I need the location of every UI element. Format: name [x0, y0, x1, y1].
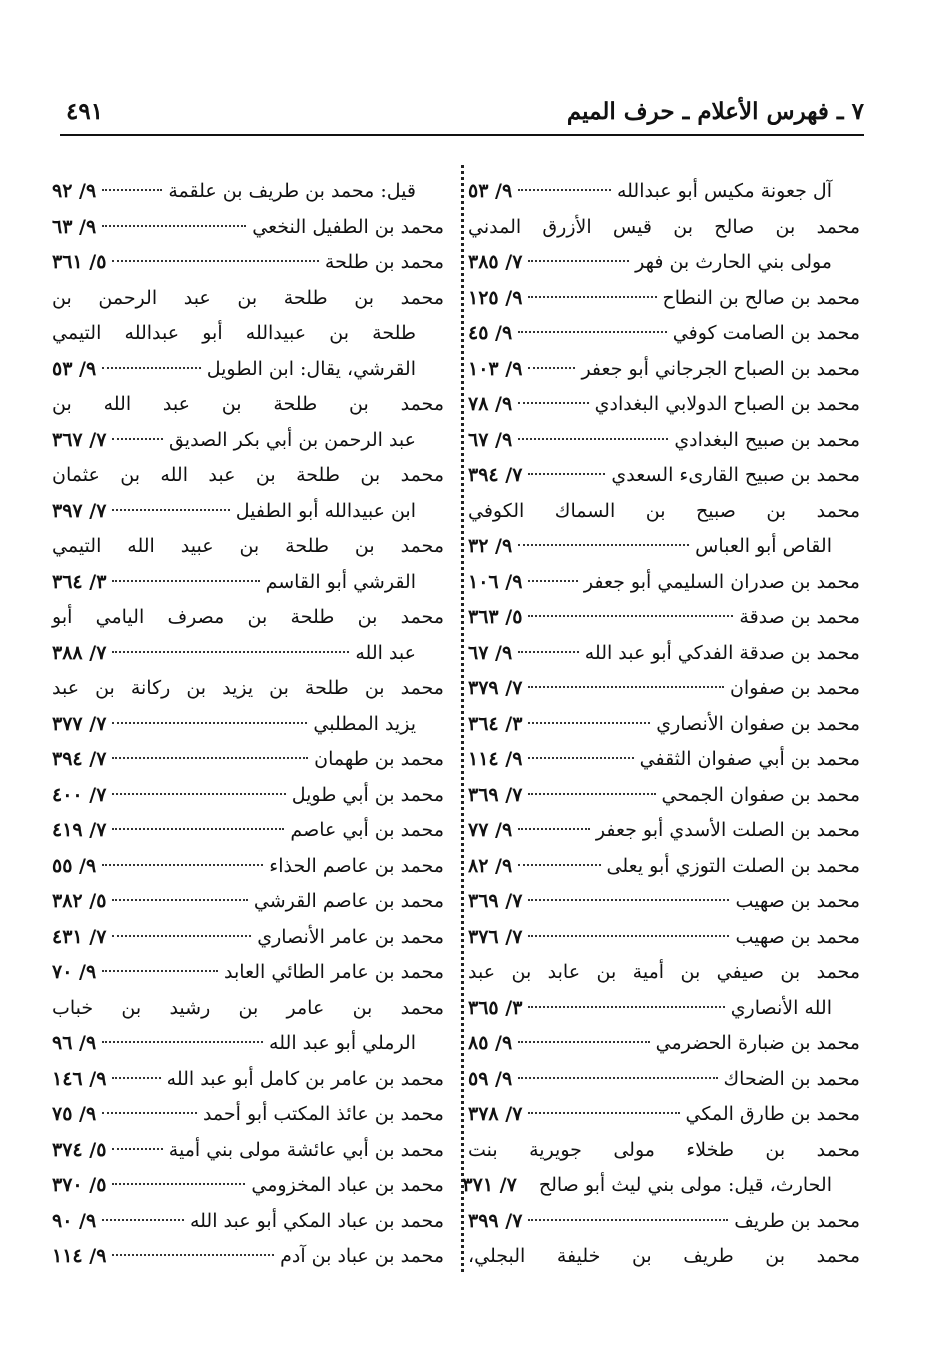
entry-name: محمد بن عباد المخزومي — [251, 1174, 444, 1196]
index-entry — [52, 671, 444, 707]
entry-name: محمد بن الطفيل النخعي — [252, 215, 444, 238]
dot-leader — [518, 438, 668, 440]
dot-leader — [112, 1148, 162, 1150]
index-entry — [52, 636, 444, 672]
index-entry-line — [468, 174, 860, 210]
entry-name: محمد بن أبي طويل — [291, 783, 444, 806]
dot-leader — [518, 1041, 649, 1043]
entry-name: محمد بن صفوان الأنصاري — [656, 712, 860, 735]
entry-name: محمد بن أبي عائشة مولى بني أمية — [168, 1138, 444, 1161]
index-entry — [468, 920, 860, 956]
volume-page-reference: ٩/ ٥٥ — [52, 854, 97, 877]
volume-page-reference: ٧/ ٣٧٧ — [52, 712, 107, 735]
index-entry-line — [52, 352, 444, 388]
entry-name: محمد بن صدقة الفدكي أبو عبد الله — [584, 641, 860, 664]
dot-leader — [112, 651, 349, 653]
entry-name: محمد بن الصامت كوفي — [672, 322, 860, 344]
entry-name-start: محمد بن عامر بن رشيد بن خباب — [52, 996, 444, 1019]
entry-name: محمد بن صالح بن النطاح — [662, 286, 860, 309]
index-entry — [52, 458, 444, 494]
index-entry — [468, 565, 860, 601]
page-number: ٤٩١ — [66, 98, 104, 125]
dot-leader — [102, 970, 218, 972]
index-entry — [468, 494, 860, 530]
volume-page-reference: ٩/ ٨٢ — [468, 854, 513, 877]
entry-name: محمد بن طلحة — [324, 251, 444, 273]
entry-name: محمد بن صفوان الجمحي — [661, 783, 860, 806]
index-entry — [468, 1097, 860, 1133]
dot-leader — [112, 899, 248, 901]
index-entry — [468, 1204, 860, 1240]
index-entry — [468, 352, 860, 388]
index-entry — [468, 1133, 860, 1169]
volume-page-reference: ٩/ ١٤٦ — [52, 1067, 107, 1090]
volume-page-reference: ٥/ ٣٦١ — [52, 251, 107, 273]
entry-name-start: محمد بن طلحة بن مصرف اليامي أبو — [52, 606, 444, 628]
index-entry — [52, 210, 444, 246]
volume-page-reference: ٩/ ٤٥ — [468, 322, 513, 344]
volume-page-reference: ٧/ ٤٠٠ — [52, 783, 107, 806]
dot-leader — [528, 615, 733, 617]
entry-name: محمد بن طارق المكي — [685, 1103, 860, 1125]
dot-leader — [112, 260, 319, 262]
index-entry — [468, 210, 860, 246]
index-entry — [52, 778, 444, 814]
volume-page-reference: ٧/ ٣٧٦ — [468, 925, 523, 948]
index-entry-line — [52, 1204, 444, 1240]
index-entry — [52, 1097, 444, 1133]
index-entry — [52, 281, 444, 317]
index-entry-line — [52, 1133, 444, 1169]
volume-page-reference: ٩/ ١١٤ — [468, 748, 523, 770]
index-entry — [468, 1239, 860, 1275]
index-entry-line — [468, 707, 860, 743]
index-entry-line — [468, 991, 860, 1027]
entry-name: محمد بن صبيح القارىء السعدي — [611, 464, 860, 486]
dot-leader — [528, 1112, 679, 1114]
entry-name: محمد بن صهيب — [735, 890, 860, 912]
index-entry — [468, 884, 860, 920]
entry-name: محمد بن صفوان — [729, 677, 860, 699]
index-entry-line — [468, 1062, 860, 1098]
dot-leader — [102, 189, 162, 191]
volume-page-reference: ٩/ ١٠٦ — [468, 570, 523, 593]
dot-leader — [528, 367, 575, 369]
index-entry-line — [468, 281, 860, 317]
index-entry — [52, 742, 444, 778]
header-rule — [60, 134, 864, 136]
index-entry — [468, 671, 860, 707]
index-entry-line — [52, 1168, 444, 1204]
index-entry-line — [468, 636, 860, 672]
index-entry-line — [468, 1026, 860, 1062]
index-entry — [462, 1168, 860, 1204]
dot-leader — [528, 722, 650, 724]
entry-name: محمد بن عباد بن آدم — [280, 1245, 444, 1267]
index-entry — [468, 458, 860, 494]
volume-page-reference: ٧/ ٤٣١ — [52, 925, 107, 948]
index-entry — [468, 991, 860, 1027]
volume-page-reference: ٩/ ٩٠ — [52, 1209, 97, 1232]
volume-page-reference: ٥/ ٣٧٠ — [52, 1174, 107, 1196]
index-entry — [468, 316, 860, 352]
entry-name-start: محمد بن طلحة بن عبيد الله التيمي — [52, 535, 444, 557]
dot-leader — [102, 1041, 263, 1043]
index-entry — [52, 529, 444, 565]
dot-leader — [518, 1077, 717, 1079]
entry-name-start: محمد بن صيفي بن أمية بن عابد بن عبد — [468, 961, 860, 983]
entry-name: القرشي أبو القاسم — [265, 570, 416, 593]
entry-name: مولى بني الحارث بن فهر — [635, 251, 832, 273]
volume-page-reference: ٩/ ٦٧ — [468, 428, 513, 451]
index-entry-line — [52, 423, 444, 459]
index-entry-line — [52, 955, 444, 991]
entry-name: محمد بن أبي صفوان الثقفي — [639, 748, 860, 770]
index-entry-line — [468, 352, 860, 388]
volume-page-reference: ٧/ ٤١٩ — [52, 819, 107, 841]
index-entry — [468, 529, 860, 565]
volume-page-reference: ٩/ ١١٤ — [52, 1245, 107, 1267]
dot-leader — [518, 864, 600, 866]
index-entry — [52, 1133, 444, 1169]
index-entry — [52, 245, 444, 281]
index-entry-line — [52, 742, 444, 778]
index-entry-line — [52, 849, 444, 885]
index-entry-line — [52, 565, 444, 601]
index-entry — [468, 1026, 860, 1062]
dot-leader — [112, 757, 308, 759]
volume-page-reference: ٩/ ٦٣ — [52, 215, 97, 238]
index-entry — [468, 707, 860, 743]
index-entry — [468, 955, 860, 991]
index-entry — [468, 636, 860, 672]
index-entry — [52, 494, 444, 530]
entry-name: آل جعونة مكيس أبو عبدالله — [616, 180, 832, 202]
volume-page-reference: ٩/ ١٠٣ — [468, 357, 523, 380]
page-header — [60, 96, 864, 136]
entry-name-start: محمد بن طلحة بن عبد الرحمن بن — [52, 286, 444, 309]
index-column-right — [462, 174, 860, 1275]
volume-page-reference: ٧/ ٣٧٩ — [468, 677, 523, 699]
dot-leader — [112, 1077, 160, 1079]
entry-name: محمد بن الصباح الجرجاني أبو جعفر — [581, 357, 860, 380]
volume-page-reference: ٣/ ٣٦٥ — [468, 996, 523, 1019]
index-entry — [52, 707, 444, 743]
entry-name: محمد بن الضحاك — [723, 1067, 860, 1090]
column-divider — [461, 165, 464, 1272]
dot-leader — [518, 331, 667, 333]
volume-page-reference: ٧/ ٣٦٧ — [52, 428, 107, 451]
index-entry — [52, 1026, 444, 1062]
index-entry — [52, 955, 444, 991]
entry-name: الله الأنصاري — [730, 996, 832, 1019]
dot-leader — [518, 189, 611, 191]
index-entry-line — [468, 245, 860, 281]
volume-page-reference: ٧/ ٣٩٤ — [468, 464, 523, 486]
entry-name-start: محمد بن طلحة بن يزيد بن ركانة بن عبد — [52, 677, 444, 699]
index-entry — [52, 174, 444, 210]
volume-page-reference: ٩/ ٧٨ — [468, 393, 513, 415]
volume-page-reference: ٧/ ٣٩٧ — [52, 499, 107, 522]
index-entry — [52, 565, 444, 601]
volume-page-reference: ٥/ ٣٨٢ — [52, 890, 107, 912]
entry-name: محمد بن عامر بن كامل أبو عبد الله — [166, 1067, 444, 1090]
index-entry-line — [52, 778, 444, 814]
index-entry-line — [468, 884, 860, 920]
entry-name: محمد بن عامر الطائي العابد — [224, 961, 444, 983]
entry-name: محمد بن صدقة — [739, 606, 860, 628]
dot-leader — [112, 793, 285, 795]
index-entry-line — [52, 245, 444, 281]
volume-page-reference: ٧/ ٣٩٩ — [468, 1209, 523, 1232]
dot-leader — [528, 899, 729, 901]
index-entry-line — [468, 1097, 860, 1133]
dot-leader — [528, 686, 724, 688]
dot-leader — [528, 260, 629, 262]
index-entry-line — [468, 387, 860, 423]
index-entry-line — [468, 920, 860, 956]
entry-name: ابن عبيدالله أبو الطفيل — [235, 499, 416, 522]
volume-page-reference: ٧/ ٣٧١ — [462, 1174, 517, 1196]
index-entry-line — [468, 1204, 860, 1240]
dot-leader — [102, 1112, 197, 1114]
dot-leader — [518, 651, 579, 653]
volume-page-reference: ٥/ ٣٦٣ — [468, 606, 523, 628]
entry-name-start: محمد بن طخلاء مولى جويرية بنت — [468, 1138, 860, 1161]
index-entry — [468, 778, 860, 814]
dot-leader — [528, 1006, 724, 1008]
index-entry-line — [52, 1239, 444, 1275]
dot-leader — [102, 1219, 184, 1221]
index-entry — [52, 920, 444, 956]
dot-leader — [528, 473, 605, 475]
index-entry — [52, 991, 444, 1027]
volume-page-reference: ٧/ ٣٧٨ — [468, 1103, 523, 1125]
index-entry — [52, 849, 444, 885]
dot-leader — [112, 1183, 245, 1185]
dot-leader — [112, 935, 251, 937]
index-entry-line — [52, 1097, 444, 1133]
volume-page-reference: ٧/ ٣٩٤ — [52, 748, 107, 770]
volume-page-reference: ٩/ ٥٣ — [468, 180, 513, 202]
index-entry — [52, 600, 444, 636]
dot-leader — [528, 1219, 728, 1221]
index-entry — [468, 423, 860, 459]
entry-name: محمد بن طهمان — [314, 748, 444, 770]
index-entry — [52, 316, 444, 352]
index-entry-line — [462, 1168, 860, 1204]
volume-page-reference: ٣/ ٣٦٤ — [468, 712, 523, 735]
index-entry — [468, 387, 860, 423]
dot-leader — [112, 722, 307, 724]
entry-name-start: محمد بن طلحة بن عبد الله بن — [52, 393, 444, 415]
index-entry — [468, 600, 860, 636]
index-entry-line — [52, 1062, 444, 1098]
dot-leader — [528, 935, 729, 937]
volume-page-reference: ٩/ ٧٠ — [52, 961, 97, 983]
index-entry — [468, 813, 860, 849]
volume-page-reference: ٩/ ٨٥ — [468, 1032, 513, 1054]
entry-name: محمد بن صبيح البغدادي — [674, 428, 860, 451]
entry-name: محمد بن أبي عاصم — [290, 819, 444, 841]
running-title: ٧ ـ فهرس الأعلام ـ حرف الميم — [566, 98, 864, 125]
index-entry-line — [468, 600, 860, 636]
volume-page-reference: ٧/ ٣٦٩ — [468, 783, 523, 806]
index-entry-line — [468, 813, 860, 849]
index-entry-line — [52, 174, 444, 210]
volume-page-reference: ٩/ ٦٧ — [468, 641, 513, 664]
entry-name: القاص أبو العباس — [695, 535, 832, 557]
dot-leader — [528, 580, 577, 582]
volume-page-reference: ٩/ ٥٣ — [52, 357, 97, 380]
entry-name-start: محمد بن طريف بن خليفة البجلي، — [468, 1245, 860, 1267]
index-column-left — [52, 174, 444, 1275]
entry-name: محمد بن عباد المكي أبو عبد الله — [189, 1209, 444, 1232]
entry-name: محمد بن عاصم الحذاء — [269, 854, 444, 877]
index-entry — [52, 1204, 444, 1240]
entry-name: عبد الله — [355, 641, 416, 664]
dot-leader — [102, 367, 201, 369]
dot-leader — [518, 544, 689, 546]
index-entry — [468, 1062, 860, 1098]
volume-page-reference: ٩/ ٧٧ — [468, 819, 513, 841]
dot-leader — [112, 580, 259, 582]
volume-page-reference: ٩/ ١٢٥ — [468, 286, 523, 309]
volume-page-reference: ٩/ ٩٢ — [52, 180, 97, 202]
entry-name: محمد بن طريف — [734, 1209, 860, 1232]
index-entry — [468, 174, 860, 210]
index-entry-line — [52, 210, 444, 246]
entry-name-start: محمد بن صبيح بن السماك الكوفي — [468, 499, 860, 522]
volume-page-reference: ٩/ ٣٢ — [468, 535, 513, 557]
entry-name: محمد بن عائذ المكتب أبو أحمد — [202, 1103, 444, 1125]
volume-page-reference: ٧/ ٣٨٨ — [52, 641, 107, 664]
index-entry — [52, 1239, 444, 1275]
entry-name: محمد بن ضبارة الحضرمي — [655, 1032, 860, 1054]
index-entry-line — [52, 813, 444, 849]
index-entry — [52, 423, 444, 459]
entry-name: عبد الرحمن بن أبي بكر الصديق — [168, 428, 416, 451]
dot-leader — [528, 296, 656, 298]
dot-leader — [518, 402, 588, 404]
entry-name: الحارث، قيل: مولى بني ليث أبو صالح — [538, 1174, 832, 1196]
index-entry-line — [468, 458, 860, 494]
index-entry — [468, 742, 860, 778]
index-entry-line — [52, 1026, 444, 1062]
dot-leader — [112, 1254, 274, 1256]
entry-name: محمد بن صدران السليمي أبو جعفر — [583, 570, 860, 593]
index-entry — [468, 281, 860, 317]
volume-page-reference: ٩/ ٧٥ — [52, 1103, 97, 1125]
entry-name: محمد بن الصلت الأسدي أبو جعفر — [595, 819, 860, 841]
entry-name: محمد بن الصلت التوزي أبو يعلى — [606, 854, 860, 877]
entry-name: يزيد المطلبي — [313, 712, 416, 735]
index-entry-line — [468, 565, 860, 601]
entry-name-continuation: طلحة بن عبيدالله أبو عبدالله التيمي — [52, 322, 416, 344]
volume-page-reference: ٧/ ٣٨٥ — [468, 251, 523, 273]
index-entry-line — [52, 920, 444, 956]
entry-name: قيل: محمد بن طريف بن علقمة — [168, 180, 416, 202]
dot-leader — [112, 509, 229, 511]
volume-page-reference: ٩/ ٥٩ — [468, 1067, 513, 1090]
index-entry-line — [468, 671, 860, 707]
entry-name: الرملي أبو عبد الله — [269, 1032, 416, 1054]
index-entry-line — [468, 778, 860, 814]
entry-name: محمد بن صهيب — [735, 925, 860, 948]
index-entry — [468, 245, 860, 281]
dot-leader — [112, 828, 284, 830]
index-entry — [52, 352, 444, 388]
index-entry-line — [52, 707, 444, 743]
index-entry-line — [468, 316, 860, 352]
index-entry — [468, 849, 860, 885]
index-entry — [52, 387, 444, 423]
index-entry-line — [468, 742, 860, 778]
volume-page-reference: ٥/ ٣٧٤ — [52, 1138, 107, 1161]
dot-leader — [112, 438, 163, 440]
index-entry — [52, 1062, 444, 1098]
entry-name: محمد بن عامر الأنصاري — [257, 925, 444, 948]
index-entry-line — [468, 849, 860, 885]
volume-page-reference: ٧/ ٣٦٩ — [468, 890, 523, 912]
dot-leader — [102, 864, 263, 866]
dot-leader — [528, 757, 633, 759]
index-entry-line — [52, 884, 444, 920]
entry-name: القرشي، يقال: ابن الطويل — [206, 357, 416, 380]
entry-name: محمد بن عاصم القرشي — [253, 890, 444, 912]
dot-leader — [102, 225, 246, 227]
index-entry — [52, 1168, 444, 1204]
index-entry — [52, 813, 444, 849]
entry-name-start: محمد بن صالح بن قيس الأزرق المدني — [468, 215, 860, 238]
volume-page-reference: ٩/ ٩٦ — [52, 1032, 97, 1054]
dot-leader — [518, 828, 590, 830]
dot-leader — [528, 793, 655, 795]
entry-name: محمد بن الصباح الدولابي البغدادي — [594, 393, 860, 415]
index-entry — [52, 884, 444, 920]
index-entry-line — [468, 423, 860, 459]
index-entry-line — [52, 494, 444, 530]
index-entry-line — [468, 529, 860, 565]
volume-page-reference: ٣/ ٣٦٤ — [52, 570, 107, 593]
entry-name-start: محمد بن طلحة بن عبد الله بن عثمان — [52, 464, 444, 486]
index-entry-line — [52, 636, 444, 672]
